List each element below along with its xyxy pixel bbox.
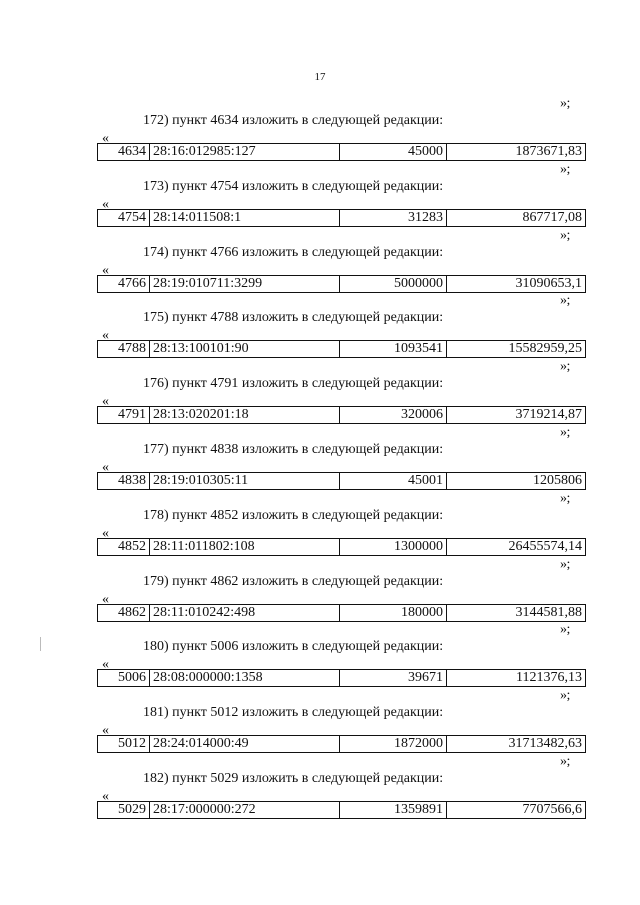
value-cell: 867717,08: [522, 209, 582, 225]
table-row: [97, 735, 586, 753]
value-cell: 1205806: [533, 473, 582, 488]
table-row: [97, 472, 586, 490]
table-row: [97, 801, 586, 819]
margin-mark: [40, 637, 41, 651]
area-cell: 1872000: [340, 736, 447, 752]
amendment-instruction: 181) пункт 5012 изложить в следующей редакции:: [143, 705, 444, 721]
closing-quote: »;: [560, 556, 570, 572]
value-cell: 7707566,6: [522, 802, 582, 817]
closing-quote: »;: [560, 490, 570, 506]
item-number-cell: 4766: [98, 276, 150, 292]
item-number-cell: 4852: [98, 539, 150, 555]
value-cell: 3719214,87: [515, 407, 582, 423]
cadastral-number-cell: 28:16:012985:127: [150, 144, 340, 160]
closing-quote: »;: [560, 754, 570, 769]
cadastral-number-cell: 28:19:010711:3299: [150, 276, 340, 292]
cadastral-number-cell: 28:08:000000:1358: [150, 670, 340, 686]
amendment-instruction: 175) пункт 4788 изложить в следующей редакции:: [143, 310, 444, 326]
area-cell: 45000: [340, 144, 447, 160]
area-cell: 45001: [340, 473, 447, 489]
closing-quote: »;: [560, 622, 570, 638]
value-cell: 3144581,88: [515, 604, 582, 620]
item-number-cell: 5012: [98, 736, 150, 752]
amendment-instruction: 178) пункт 4852 изложить в следующей редакции:: [143, 507, 444, 523]
amendment-instruction: 177) пункт 4838 изложить в следующей редакции:: [143, 442, 444, 457]
opening-quote: «: [102, 196, 109, 212]
amendment-instruction: 173) пункт 4754 изложить в следующей редакции:: [143, 178, 444, 194]
amendment-instruction: 174) пункт 4766 изложить в следующей редакции:: [143, 244, 444, 260]
item-number-cell: 4862: [98, 605, 150, 621]
table-row: [97, 538, 586, 556]
item-number-cell: 4754: [98, 210, 150, 226]
item-number-cell: 5006: [98, 670, 150, 686]
area-cell: 320006: [340, 407, 447, 423]
cadastral-number-cell: 28:13:020201:18: [150, 407, 340, 423]
opening-quote: «: [102, 723, 109, 739]
area-cell: 39671: [340, 670, 447, 686]
opening-quote: «: [102, 131, 109, 146]
opening-quote: «: [102, 789, 109, 804]
opening-quote: «: [102, 262, 109, 278]
closing-quote: »;: [560, 688, 570, 704]
opening-quote: «: [102, 525, 109, 541]
amendment-instruction: 176) пункт 4791 изложить в следующей редакции:: [143, 376, 444, 392]
item-number-cell: 4788: [98, 341, 150, 357]
area-cell: 1300000: [340, 539, 447, 555]
table-row: [97, 275, 586, 293]
item-number-cell: 4634: [98, 144, 150, 160]
item-number-cell: 4791: [98, 407, 150, 423]
cadastral-number-cell: 28:13:100101:90: [150, 341, 340, 357]
value-cell: 31090653,1: [515, 275, 582, 291]
closing-quote: »;: [560, 425, 570, 440]
amendment-instruction: 179) пункт 4862 изложить в следующей редакции:: [143, 573, 444, 589]
table-row: [97, 209, 586, 227]
cadastral-number-cell: 28:11:011802:108: [150, 539, 340, 555]
table-row: [97, 340, 586, 358]
opening-quote: «: [102, 657, 109, 673]
opening-quote: «: [102, 460, 109, 475]
value-cell: 31713482,63: [508, 736, 582, 752]
table-row: [97, 143, 586, 161]
cadastral-number-cell: 28:19:010305:11: [150, 473, 340, 489]
page-number: 17: [314, 71, 326, 83]
table-row: [97, 604, 586, 622]
area-cell: 5000000: [340, 276, 447, 292]
closing-quote: »;: [560, 96, 570, 111]
table-row: [97, 669, 586, 687]
cadastral-number-cell: 28:24:014000:49: [150, 736, 340, 752]
cadastral-number-cell: 28:17:000000:272: [150, 802, 340, 818]
closing-quote: »;: [560, 359, 570, 375]
item-number-cell: 5029: [98, 802, 150, 818]
opening-quote: «: [102, 591, 109, 607]
opening-quote: «: [102, 394, 109, 410]
value-cell: 1873671,83: [515, 144, 582, 159]
area-cell: 1093541: [340, 341, 447, 357]
area-cell: 180000: [340, 605, 447, 621]
area-cell: 1359891: [340, 802, 447, 818]
amendment-instruction: 182) пункт 5029 изложить в следующей редакции:: [143, 771, 444, 786]
closing-quote: »;: [560, 293, 570, 309]
table-row: [97, 406, 586, 424]
value-cell: 26455574,14: [508, 538, 582, 554]
amendment-instruction: 180) пункт 5006 изложить в следующей редакции:: [143, 639, 444, 655]
value-cell: 1121376,13: [516, 670, 582, 686]
area-cell: 31283: [340, 210, 447, 226]
opening-quote: «: [102, 328, 109, 344]
cadastral-number-cell: 28:14:011508:1: [150, 210, 340, 226]
amendment-instruction: 172) пункт 4634 изложить в следующей редакции:: [143, 113, 444, 128]
closing-quote: »;: [560, 161, 570, 177]
cadastral-number-cell: 28:11:010242:498: [150, 605, 340, 621]
value-cell: 15582959,25: [508, 341, 582, 357]
closing-quote: »;: [560, 227, 570, 243]
item-number-cell: 4838: [98, 473, 150, 489]
